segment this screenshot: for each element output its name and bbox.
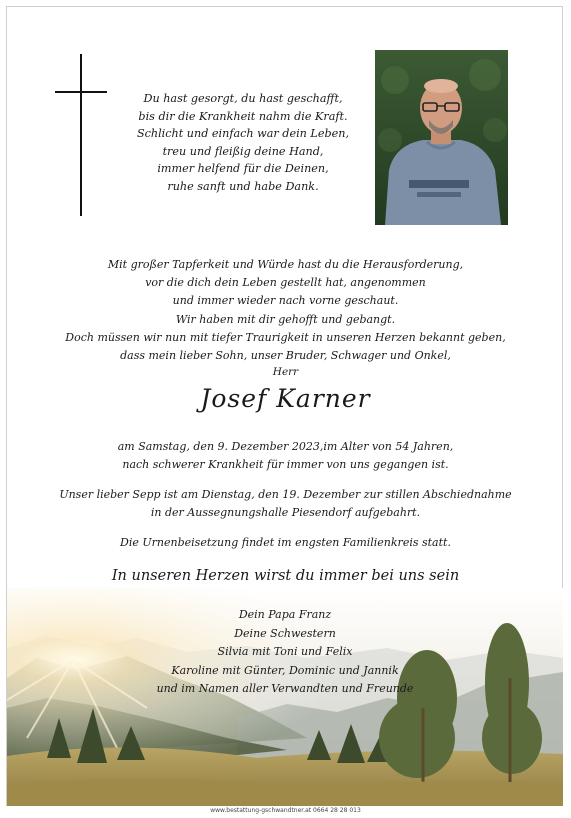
mourner-line: Deine Schwestern (234, 626, 336, 640)
intro-line: Mit großer Tapferkeit und Würde hast du die Herausforderung, (107, 258, 464, 271)
death-notice (40, 438, 531, 474)
poem (118, 90, 368, 196)
salutation: Herr (272, 366, 299, 378)
intro-line: dass mein lieber Sohn, unser Bruder, Schwager und Onkel, (120, 349, 451, 363)
mourner-line: Dein Papa Franz (238, 608, 332, 621)
urn-line: Die Urnenbeisetzung findet im engsten Familienkreis statt. (120, 536, 451, 549)
intro-line: Doch müssen wir nun mit tiefer Traurigkeit in unseren Herzen bekannt geben, (65, 330, 506, 344)
poem-line: immer helfend für die Deinen, (157, 162, 329, 176)
poem-line: bis dir die Krankheit nahm die Kraft. (138, 109, 348, 123)
intro-line: und immer wieder nach vorne geschaut. (172, 294, 399, 308)
death-notice-line: am Samstag, den 9. Dezember 2023,im Alter von 54 Jahren, (117, 440, 454, 453)
poem-line: ruhe sanft und habe Dank. (167, 179, 319, 193)
footer-contact: www.bestattung-gschwandtner.at 0664 28 28 013 (210, 807, 361, 814)
death-notice-line: nach schwerer Krankheit für immer von uns gegangen ist. (122, 458, 449, 472)
intro-line: vor die dich dein Leben gestellt hat, angenommen (145, 276, 426, 290)
farewell-line: Unser lieber Sepp ist am Dienstag, den 19. Dezember zur stillen Abschiednahme (59, 488, 512, 501)
intro-text (40, 256, 531, 365)
mourner-line: Karoline mit Günter, Dominic und Jannik (171, 663, 399, 677)
motto: In unseren Herzen wirst du immer bei uns sein (111, 568, 460, 584)
cross-icon (55, 54, 107, 216)
mourner-line: und im Namen aller Verwandten und Freunde (156, 682, 414, 696)
portrait-photo (375, 50, 508, 225)
deceased-name: Josef Karner (200, 384, 371, 413)
poem-line: Du hast gesorgt, du hast geschafft, (143, 92, 343, 105)
urn-notice (40, 534, 531, 552)
farewell-line: in der Aussegnungshalle Piesendorf aufgebahrt. (150, 506, 421, 520)
mourner-line: Silvia mit Toni und Felix (217, 645, 353, 659)
poem-line: treu und fleißig deine Hand, (162, 144, 324, 158)
poem-line: Schlicht und einfach war dein Leben, (136, 127, 350, 141)
intro-line: Wir haben mit dir gehofft und gebangt. (175, 312, 396, 326)
mourners-list (100, 606, 470, 699)
farewell-notice (40, 486, 531, 522)
